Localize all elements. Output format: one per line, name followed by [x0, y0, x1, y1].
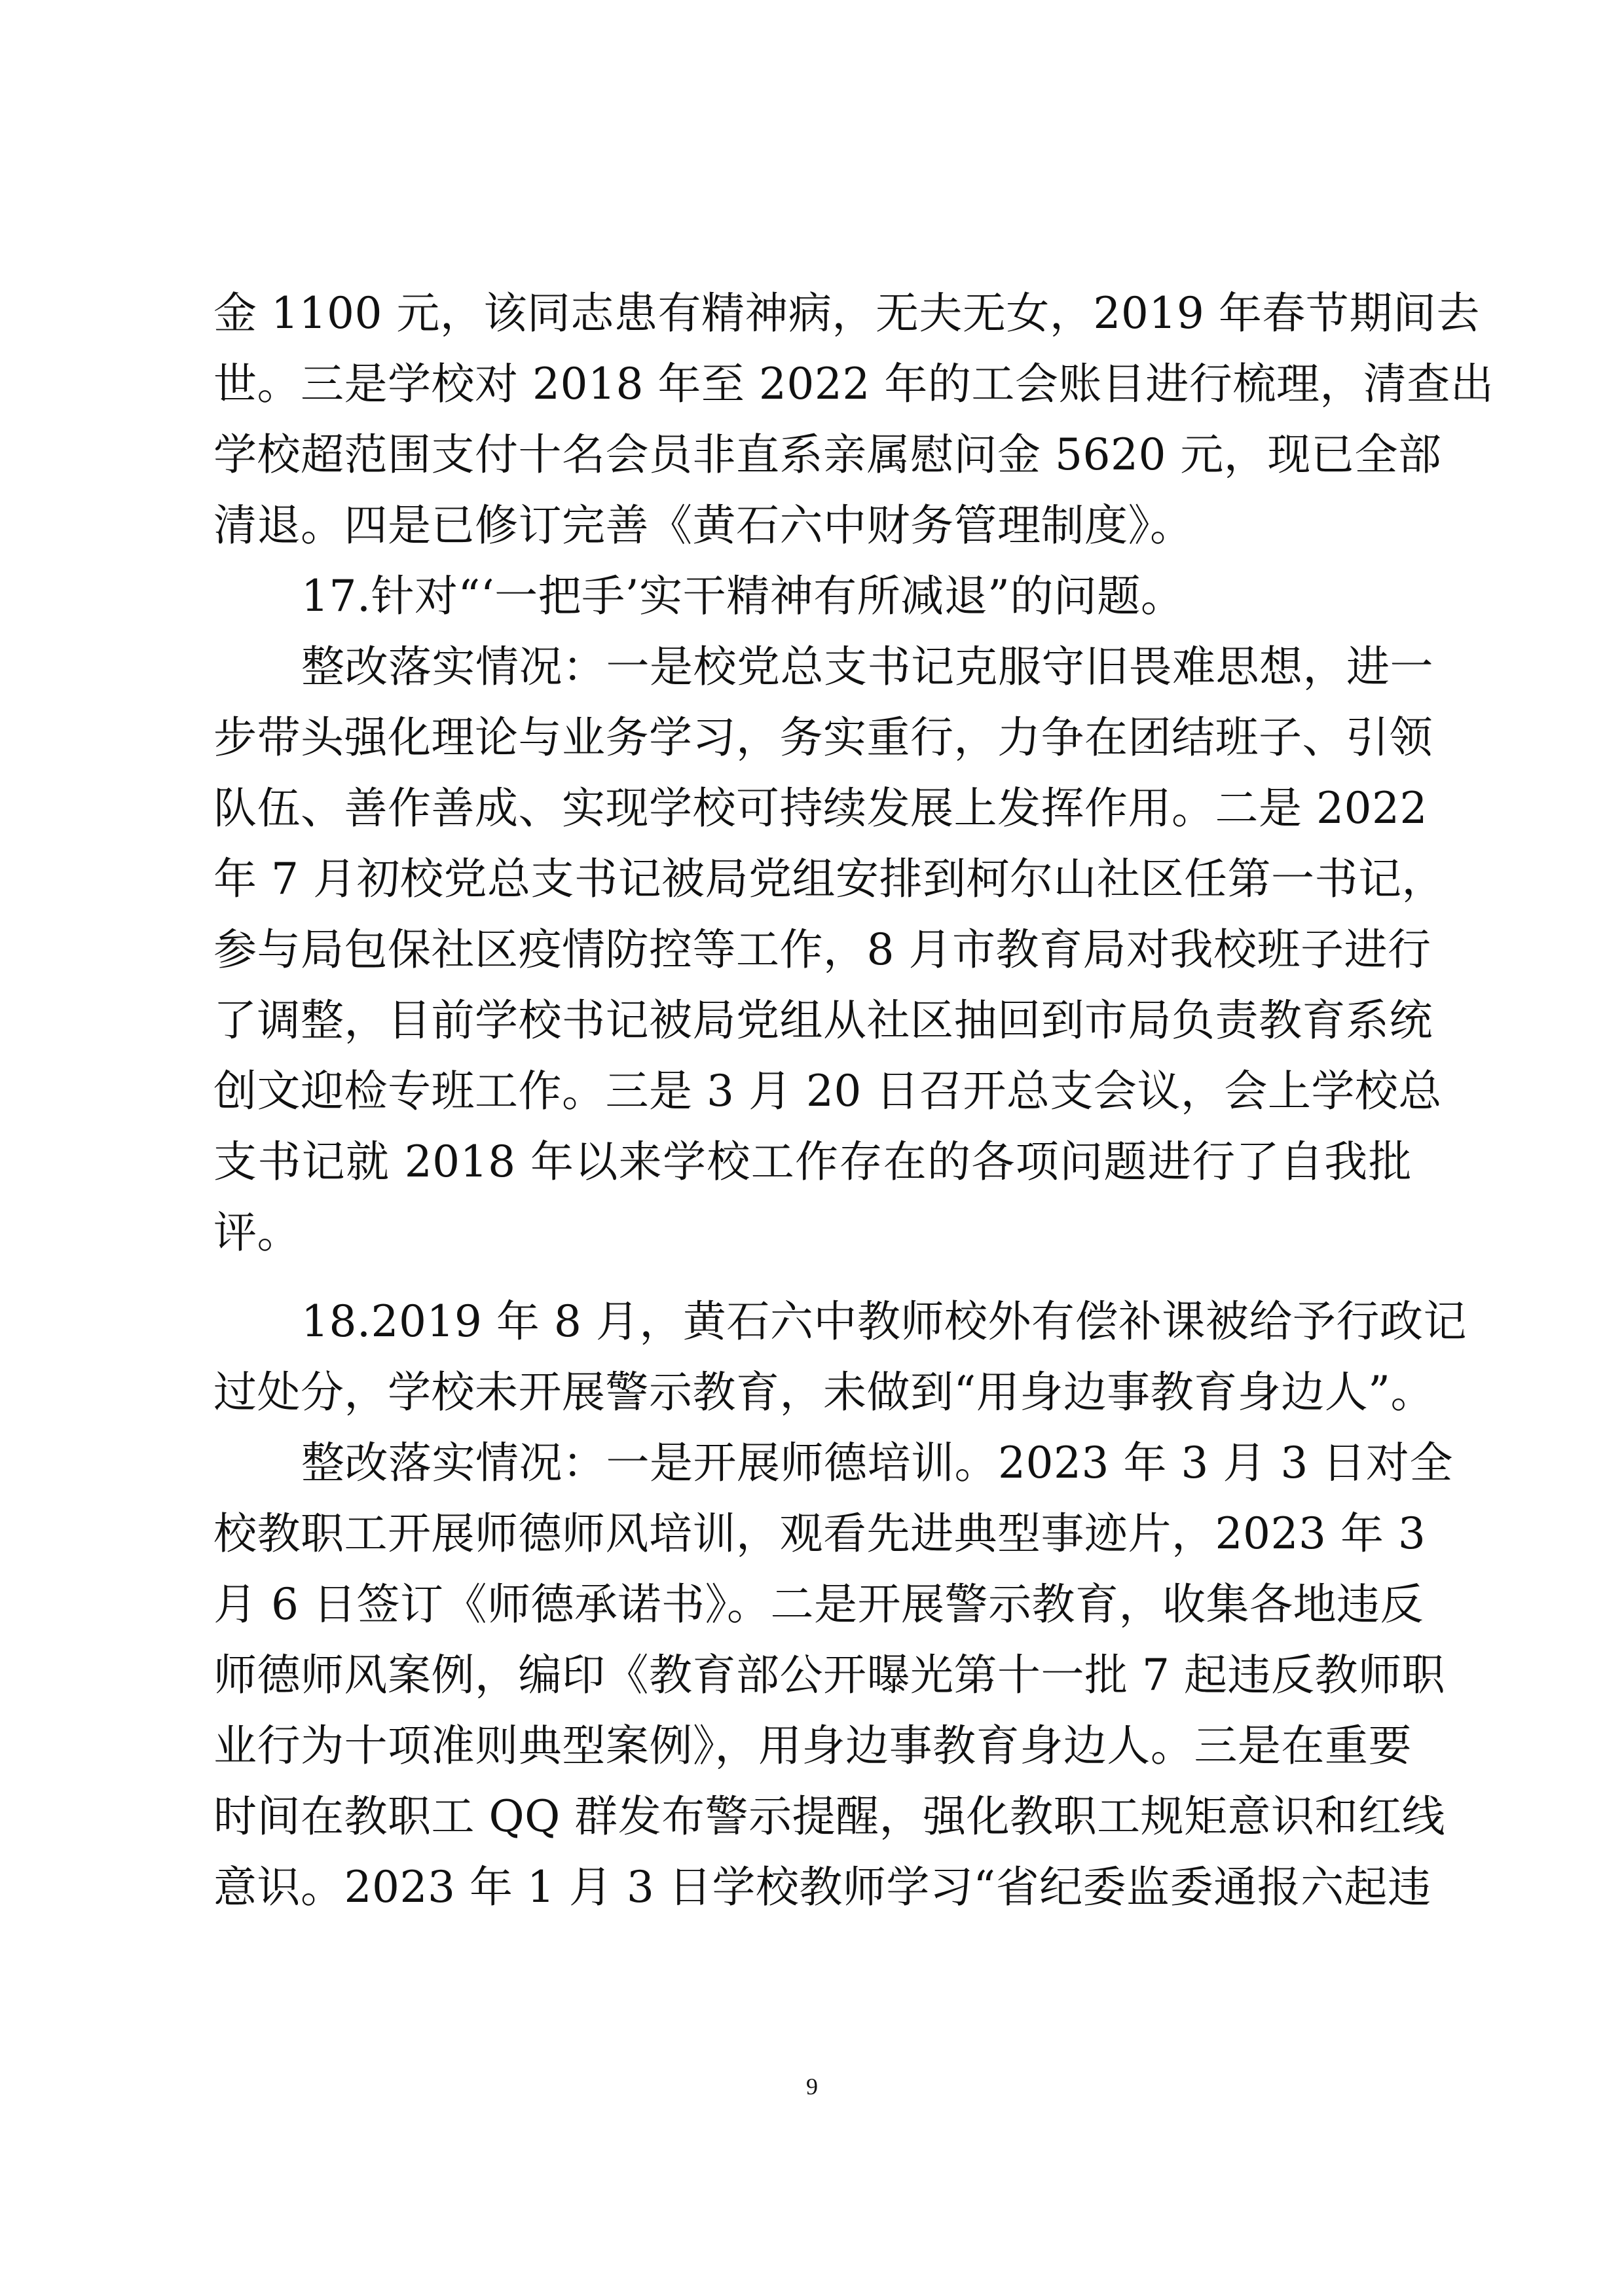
text-line: 金 1100 元，该同志患有精神病，无夫无女，2019 年春节期间去	[213, 288, 1480, 338]
text-line: 世。三是学校对 2018 年至 2022 年的工会账目进行梳理，清查出	[213, 359, 1494, 409]
text-line: 了调整，目前学校书记被局党组从社区抽回到市局负责教育系统	[213, 995, 1433, 1046]
text-line: 过处分，学校未开展警示教育，未做到“用身边事教育身边人”。	[213, 1367, 1434, 1417]
text-line: 年 7 月初校党总支书记被局党组安排到柯尔山社区任第一书记，	[213, 854, 1445, 904]
text-line: 队伍、善作善成、实现学校可持续发展上发挥作用。二是 2022	[213, 783, 1428, 833]
text-line: 支书记就 2018 年以来学校工作存在的各项问题进行了自我批	[213, 1137, 1412, 1187]
text-line: 校教职工开展师德师风培训，观看先进典型事迹片，2023 年 3	[213, 1508, 1426, 1559]
section-heading-18: 18.2019 年 8 月，黄石六中教师校外有偿补课被给予行政记	[301, 1296, 1467, 1347]
text-line: 意识。2023 年 1 月 3 日学校教师学习“省纪委监委通报六起违	[213, 1862, 1431, 1912]
text-line: 月 6 日签订《师德承诺书》。二是开展警示教育，收集各地违反	[213, 1579, 1424, 1630]
text-line: 时间在教职工 QQ 群发布警示提醒，强化教职工规矩意识和红线	[213, 1791, 1446, 1842]
text-line: 学校超范围支付十名会员非直系亲属慰问金 5620 元，现已全部	[213, 429, 1442, 480]
text-line: 清退。四是已修订完善《黄石六中财务管理制度》。	[213, 500, 1194, 551]
text-line: 师德师风案例，编印《教育部公开曝光第十一批 7 起违反教师职	[213, 1650, 1445, 1700]
page-number: 9	[806, 2073, 818, 2100]
text-line: 业行为十项准则典型案例》，用身边事教育身边人。三是在重要	[213, 1721, 1412, 1771]
text-line: 参与局包保社区疫情防控等工作，8 月市教育局对我校班子进行	[213, 924, 1431, 975]
text-line: 整改落实情况：一是校党总支书记克服守旧畏难思想，进一	[301, 642, 1433, 692]
text-line: 创文迎检专班工作。三是 3 月 20 日召开总支会议，会上学校总	[213, 1066, 1442, 1116]
text-line: 评。	[213, 1207, 301, 1258]
section-heading-17: 17.针对“‘一把手’实干精神有所减退”的问题。	[301, 571, 1185, 621]
text-line: 步带头强化理论与业务学习，务实重行，力争在团结班子、引领	[213, 712, 1433, 763]
text-line: 整改落实情况：一是开展师德培训。2023 年 3 月 3 日对全	[301, 1438, 1453, 1488]
